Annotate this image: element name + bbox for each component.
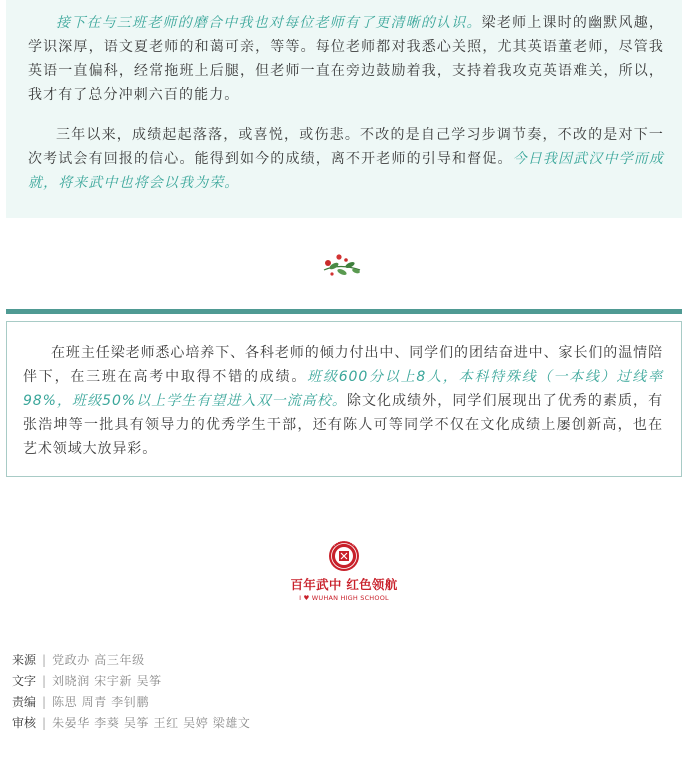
reflection-panel <box>6 0 682 218</box>
credit-row <box>12 650 251 671</box>
section-divider-bar <box>6 309 682 314</box>
body-text: 除文化成绩外，同学们展现出了优秀的素质，有张浩坤等一批具有领导力的优秀学生干部，还有陈人可等同学不仅在文化成绩上屡创新高，也在艺术领域大放异彩。 <box>23 393 663 457</box>
credit-row <box>12 671 251 692</box>
credits-block <box>12 650 251 734</box>
class-achievement-panel <box>6 321 682 477</box>
credit-value: 朱晏华 李葵 吴筝 王红 吴婷 梁雄文 <box>52 716 251 730</box>
reflection-paragraph-2 <box>28 123 664 195</box>
school-seal-icon <box>328 540 360 572</box>
highlight-text: 班级600分以上8人，本科特殊线（一本线）过线率98%，班级50%以上学生有望进入双一流高校。 <box>23 369 663 409</box>
credit-separator: | <box>42 674 47 688</box>
school-logo <box>260 540 428 606</box>
body-text: 在班主任梁老师悉心培养下、各科老师的倾力付出中、同学们的团结奋进中、家长们的温情陪伴下，在三班在高考中取得不错的成绩。 <box>23 345 663 385</box>
credit-row <box>12 692 251 713</box>
highlight-text: 接下在与三班老师的磨合中我也对每位老师有了更清晰的认识。 <box>56 15 482 31</box>
credit-label: 责编 <box>12 695 37 709</box>
reflection-paragraph-1 <box>28 11 664 107</box>
credit-value: 党政办 高三年级 <box>52 653 145 667</box>
highlight-text: 今日我因武汉中学而成就，将来武中也将会以我为荣。 <box>28 151 665 191</box>
credit-value: 陈思 周青 李钊鹏 <box>52 695 150 709</box>
achievement-paragraph <box>23 341 663 461</box>
credit-separator: | <box>42 653 47 667</box>
credit-separator: | <box>42 716 47 730</box>
credit-separator: | <box>42 695 47 709</box>
credit-label: 审核 <box>12 716 37 730</box>
credit-value: 刘晓润 宋宇新 吴筝 <box>52 674 162 688</box>
school-name: I ♥ WUHAN HIGH SCHOOL <box>299 594 389 602</box>
credit-label: 来源 <box>12 653 37 667</box>
body-text: 三年以来，成绩起起落落，或喜悦，或伤悲。不改的是自己学习步调节奏，不改的是对下一次考试会有回报的信心。能得到如今的成绩，离不开老师的引导和督促。 <box>28 127 664 167</box>
credit-row <box>12 713 251 734</box>
credit-label: 文字 <box>12 674 37 688</box>
school-slogan: 百年武中 红色领航 <box>290 577 398 592</box>
body-text: 梁老师上课时的幽默风趣，学识深厚，语文夏老师的和蔼可亲，等等。每位老师都对我悉心关照，尤其英语董老师，尽管我英语一直偏科，经常拖班上后腿，但老师一直在旁边鼓励着我，支持着我攻克英语难关，所以，我才有了总分冲刺六百的能力。 <box>28 15 664 103</box>
floral-divider-icon <box>320 250 364 280</box>
